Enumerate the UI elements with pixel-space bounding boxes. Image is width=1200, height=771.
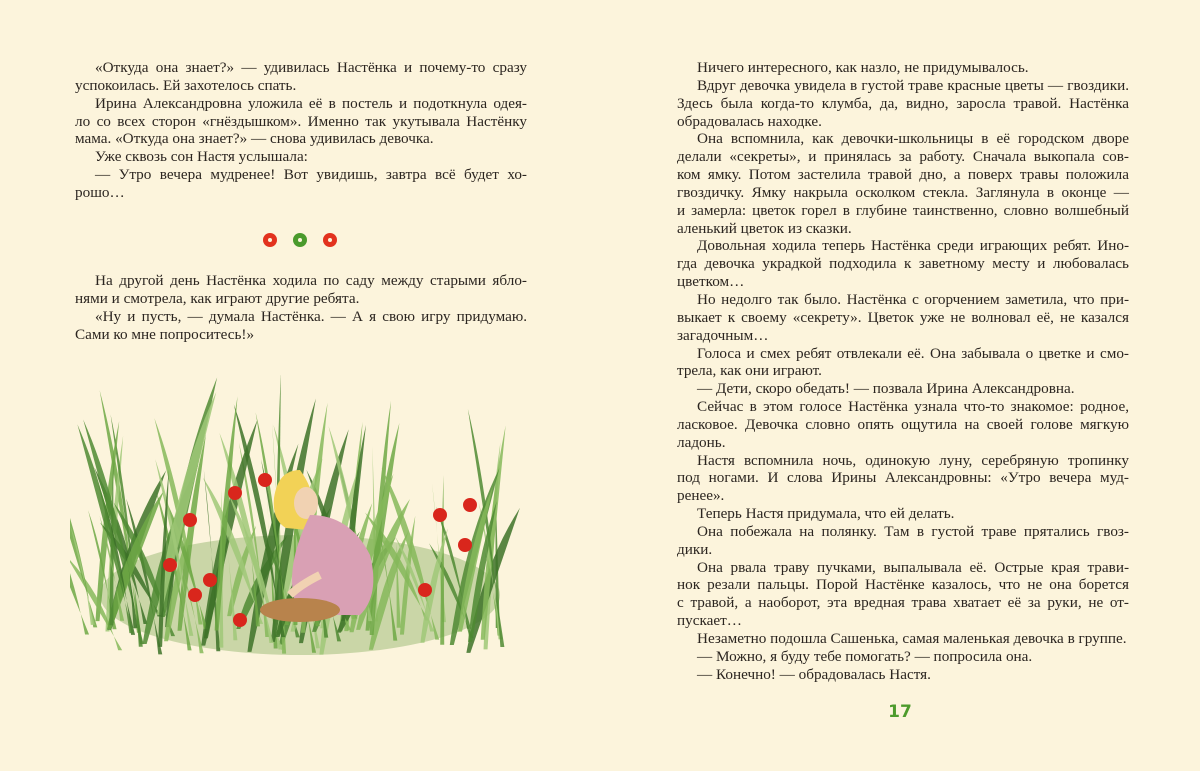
text-line: дики. (677, 540, 713, 558)
flower-icon (323, 233, 337, 247)
paragraph (677, 452, 1129, 506)
text-line: с травой, а наоборот, эта вредная трава хватает её за руки, не от- (677, 594, 1129, 612)
text-line: «Откуда она знает?» — удивилась Настёнка и почему-то сразу (95, 59, 527, 76)
text-line: Сами ко мне попроситесь!» (75, 325, 255, 343)
text-line: выкает к своему «секрету». Цветок уже не волновал её, не казался (677, 308, 1129, 326)
text-line: ренее». (677, 487, 725, 505)
paragraph (677, 630, 1129, 648)
left-page-text-bottom (75, 272, 527, 343)
paragraph (75, 148, 527, 166)
text-line: — Можно, я буду тебе помогать? — попросила она. (697, 647, 1033, 665)
carnation-flower (418, 583, 432, 597)
carnation-flower (228, 486, 242, 500)
flower-icon (293, 233, 307, 247)
text-line: Голоса и смех ребят отвлекали её. Она забывала о цветке и смо- (697, 344, 1129, 362)
carnation-flower (433, 508, 447, 522)
text-line: мама. «Откуда она знает?» — снова удивилась девочка. (75, 130, 434, 148)
text-line: успокоилась. Ей захотелось спать. (75, 76, 297, 94)
paragraph (677, 398, 1129, 452)
carnation-flower (258, 473, 272, 487)
left-page-text-top (75, 59, 527, 202)
text-line: нями и смотрела, как играют другие ребята. (75, 289, 360, 307)
text-line: Довольная ходила теперь Настёнка среди играющих ребят. Ино- (697, 237, 1129, 255)
paragraph (75, 166, 527, 202)
text-line: Вдруг девочка увидела в густой траве красные цветы — гвоздики. (697, 76, 1129, 94)
text-line: Она рвала траву пучками, выпалывала её. Острые края трави- (697, 558, 1129, 576)
text-line: аленький цветок из сказки. (677, 219, 852, 237)
paragraph (677, 380, 1129, 398)
text-line: обрадовалась находке. (677, 112, 822, 130)
paragraph (677, 505, 1129, 523)
text-line: «Ну и пусть, — думала Настёнка. — А я свою игру придумаю. (95, 307, 527, 325)
carnation-flower (188, 588, 202, 602)
page-number: 17 (888, 702, 912, 722)
text-line: под ногами. И слова Ирины Александровны: «Утро вечера муд- (677, 469, 1129, 487)
flower-icon (263, 233, 277, 247)
text-line: Ничего интересного, как назло, не придумывалось. (697, 59, 1029, 76)
right-page-text (677, 59, 1129, 684)
flower-divider (260, 230, 350, 250)
text-line: трела, как они играют. (677, 362, 822, 380)
carnation-flower (203, 573, 217, 587)
text-line: Здесь была когда-то клумба, да, видно, заросла травой. Настёнка (677, 94, 1129, 112)
paragraph (677, 559, 1129, 630)
paragraph (677, 130, 1129, 237)
text-line: Ирина Александровна уложила её в постель и подоткнула одея- (95, 94, 527, 112)
text-line: цветком… (677, 273, 745, 291)
text-line: На другой день Настёнка ходила по саду между старыми ябло- (95, 272, 527, 289)
paragraph (75, 95, 527, 149)
text-line: ласковое. Девочка словно опять ощутила на своей голове мягкую (677, 415, 1129, 433)
text-line: гвоздичку. Ямку накрыла осколком стекла. Заглянула в оконце — (677, 183, 1129, 201)
paragraph (677, 291, 1129, 345)
text-line: Незаметно подошла Сашенька, самая маленькая девочка в группе. (697, 630, 1127, 647)
text-line: рошо… (75, 183, 125, 201)
carnation-flower (458, 538, 472, 552)
text-line: — Дети, скоро обедать! — позвала Ирина Александровна. (697, 380, 1075, 398)
carnation-flower (463, 498, 477, 512)
carnation-flower (163, 558, 177, 572)
text-line: Настя вспомнила ночь, одинокую луну, серебряную тропинку (697, 451, 1129, 469)
text-line: Она побежала на полянку. Там в густой траве прятались гвоз- (697, 522, 1129, 540)
text-line: Теперь Настя придумала, что ей делать. (697, 505, 955, 523)
paragraph (677, 237, 1129, 291)
paragraph (75, 308, 527, 344)
text-line: Сейчас в этом голосе Настёнка узнала что-то знакомое: родное, (697, 398, 1129, 416)
paragraph (677, 648, 1129, 666)
text-line: нок резали пальцы. Порой Настёнке казалось, что не она борется (677, 576, 1129, 594)
paragraph (677, 77, 1129, 131)
girl-in-grass-illustration (70, 375, 530, 675)
text-line: ком ямку. Потом застелила травой дно, а поверх травы положила (677, 166, 1129, 184)
text-line: и замерла: цветок горел в глубине таинственно, словно волшебный (677, 201, 1129, 219)
text-line: Уже сквозь сон Настя услышала: (95, 148, 308, 166)
text-line: гда девочка украдкой подходила к заветному месту и любовалась (677, 255, 1129, 273)
text-line: делали «секреты», и принялась за работу. Сначала выкопала сов- (677, 148, 1129, 166)
text-line: ладонь. (677, 433, 726, 451)
paragraph (677, 666, 1129, 684)
carnation-flower (183, 513, 197, 527)
text-line: ло со всех сторон «гнёздышком». Именно так укутывала Настёнку (75, 112, 527, 130)
paragraph (75, 272, 527, 308)
text-line: Но недолго так было. Настёнка с огорчением заметила, что при- (697, 290, 1129, 308)
paragraph (677, 59, 1129, 77)
paragraph (75, 59, 527, 95)
text-line: — Утро вечера мудренее! Вот увидишь, завтра всё будет хо- (95, 166, 527, 184)
paragraph (677, 523, 1129, 559)
text-line: — Конечно! — обрадовалась Настя. (697, 665, 931, 683)
text-line: загадочным… (677, 326, 769, 344)
paragraph (677, 345, 1129, 381)
carnation-flower (233, 613, 247, 627)
text-line: Она вспомнила, как девочки-школьницы в её городском дворе (697, 130, 1129, 148)
text-line: пускает… (677, 612, 742, 630)
